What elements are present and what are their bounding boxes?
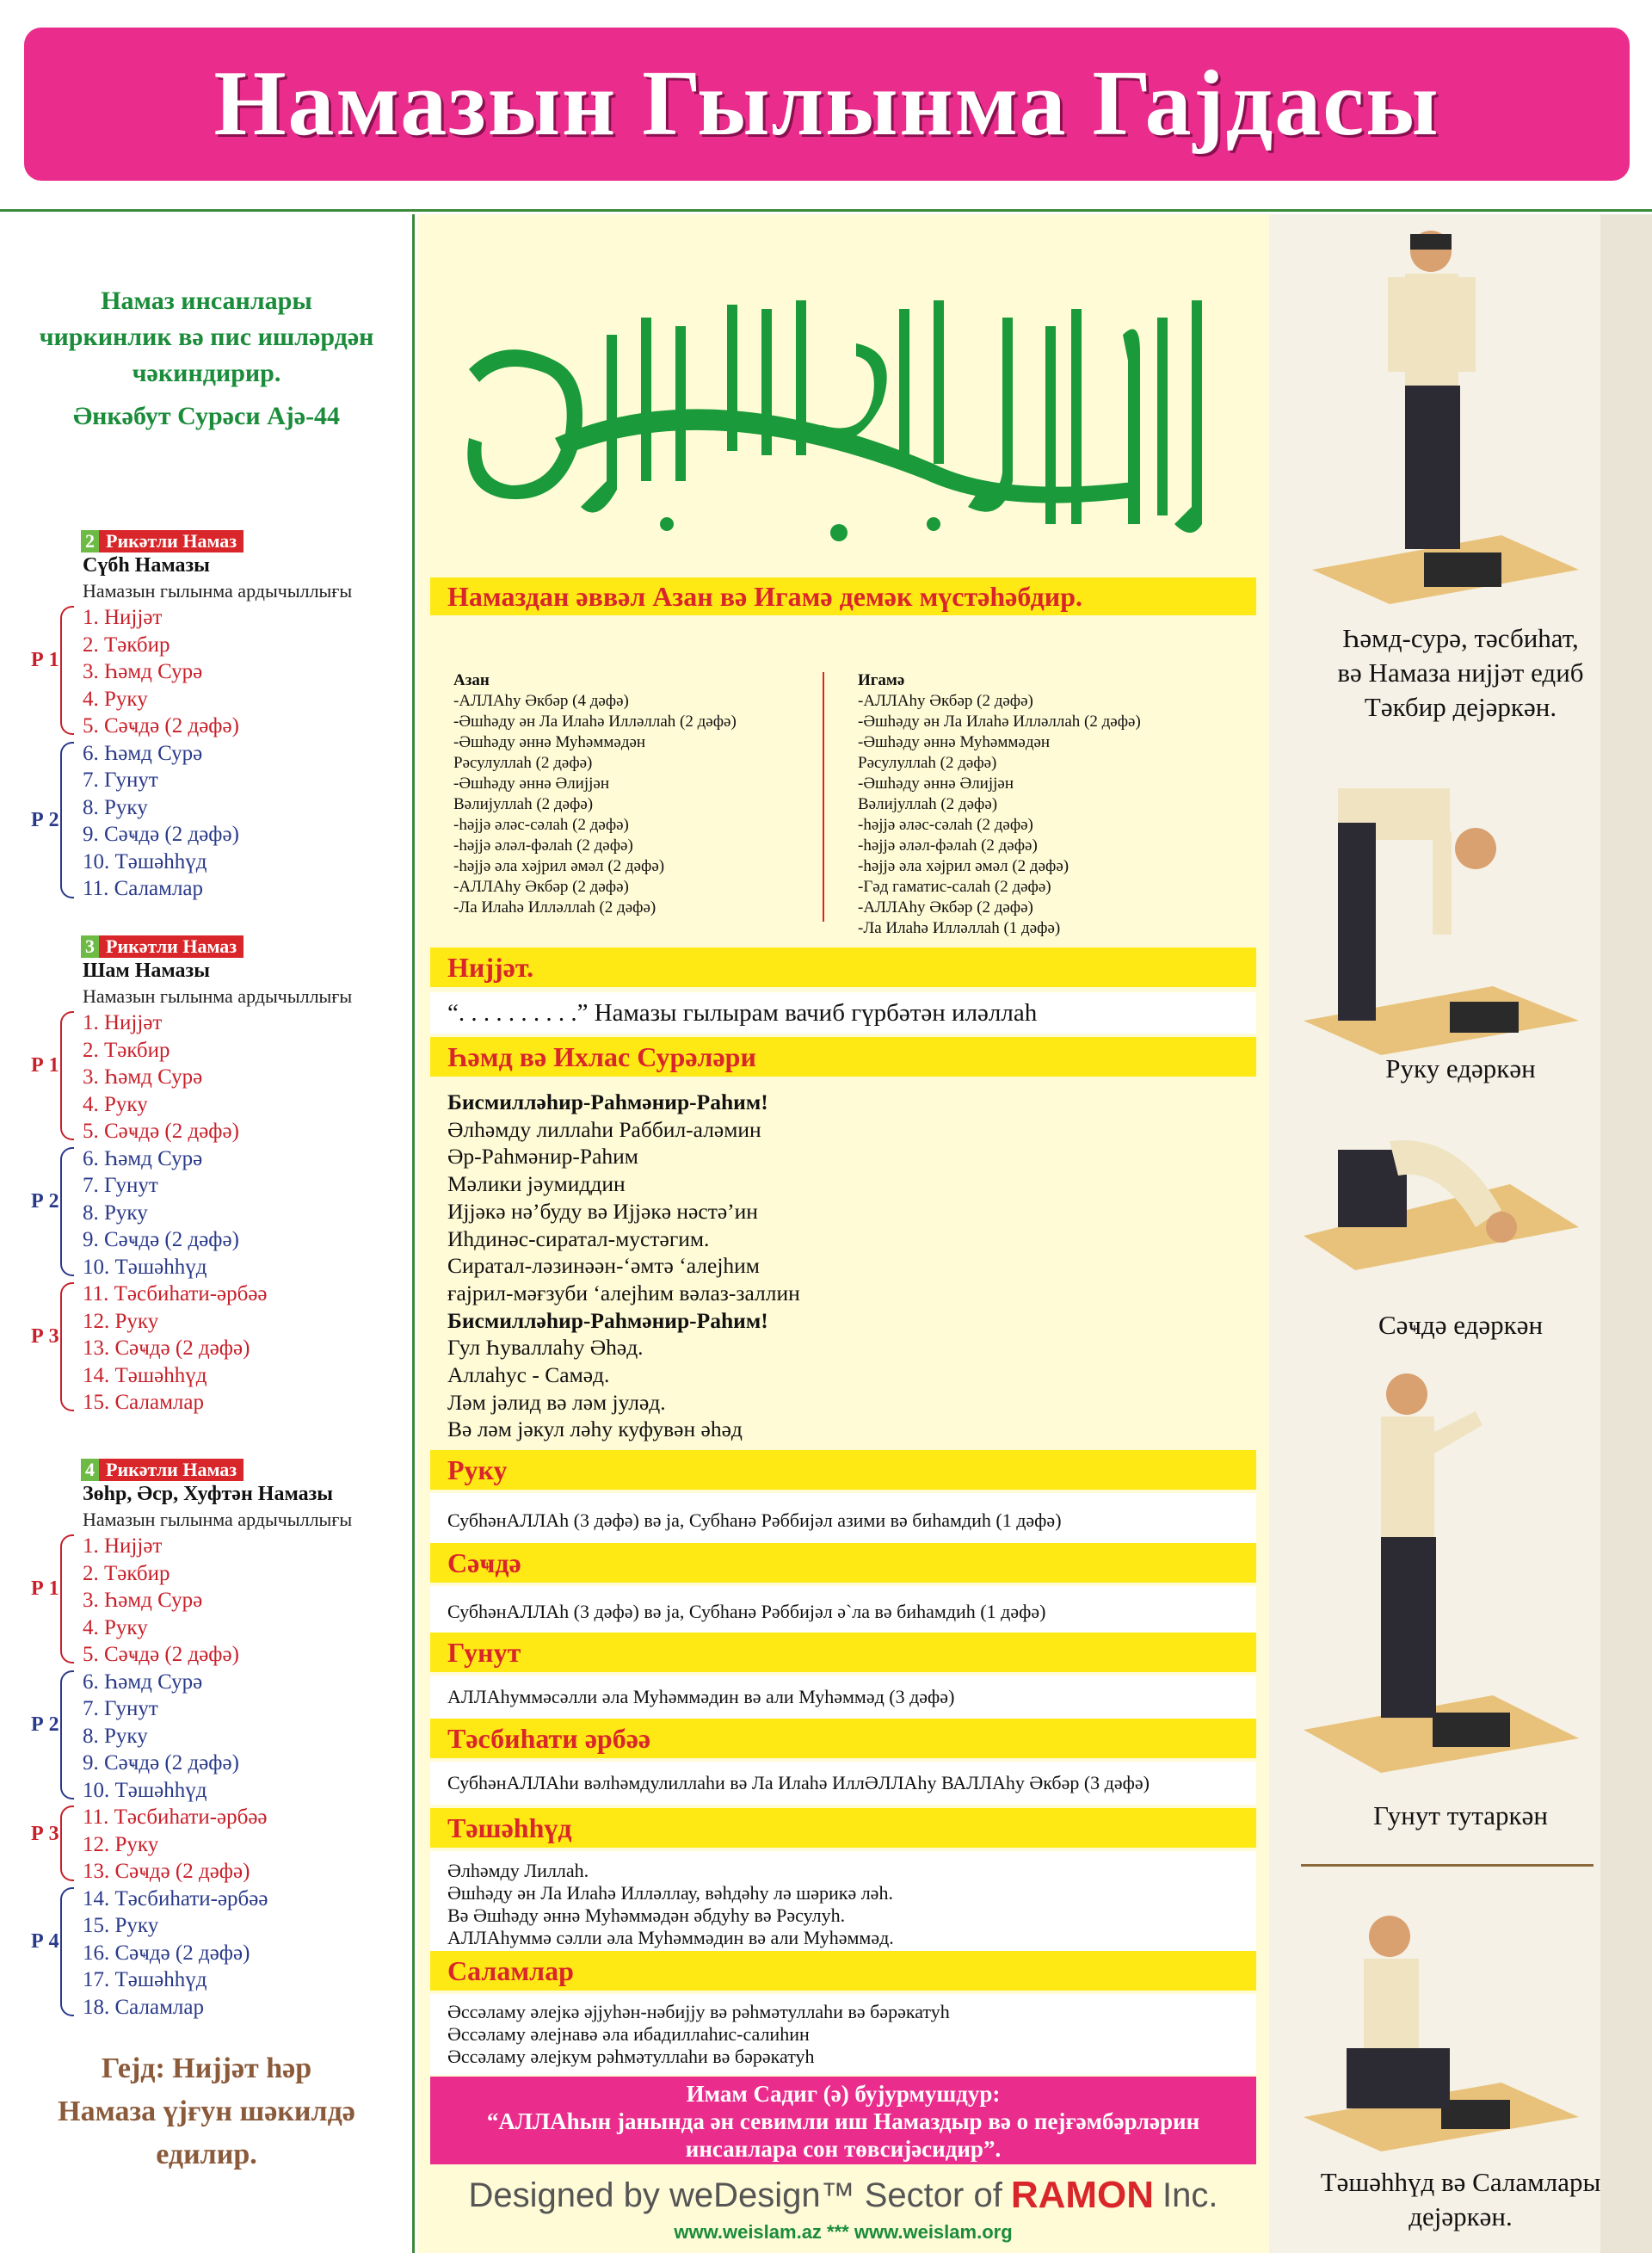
list-item: 13. Сәҹдә (2 дәфә) — [83, 1336, 250, 1360]
iqama-line: -Әшһәду ән Ла Илаһә Илләллаһ (2 дәфә) — [858, 713, 1141, 731]
azan-line: -Әшһәду ән Ла Илаһә Илләллаһ (2 дәфә) — [453, 713, 737, 731]
iqama-line: -Гәд гаматис-салаһ (2 дәфә) — [858, 878, 1051, 896]
shahada-calligraphy-icon — [452, 266, 1235, 559]
brace — [60, 1147, 74, 1276]
list-item: 11. Тәсбиһати-әрбәә — [83, 1805, 268, 1829]
hamd-surah — [447, 1089, 1248, 1443]
rakat-group — [0, 1669, 413, 1805]
surah-line: Гул Һуваллаһу Әһәд. — [447, 1335, 644, 1361]
rakat-badge — [81, 530, 243, 552]
caption-sajda — [1269, 1308, 1652, 1343]
rakat-label: Р 1 — [31, 1577, 59, 1600]
footnote — [17, 2047, 396, 2176]
prostrating-figure-icon — [1286, 1115, 1596, 1270]
middle-column — [417, 214, 1269, 2253]
qunut-figure-icon — [1286, 1368, 1596, 1773]
rakat-label: Р 3 — [31, 1325, 59, 1348]
list-item: 11. Саламлар — [83, 877, 204, 900]
footnote-line: Гејд: Нијјәт һәр — [101, 2052, 312, 2084]
website-links[interactable]: www.weislam.az *** www.weislam.org — [674, 2221, 1013, 2243]
qunut-text: АЛЛАһуммәсәлли әла Муһәммәдин вә али Муһәммәд (3 дәфә) — [430, 1676, 1256, 1719]
list-item: 1. Нијјәт — [83, 1011, 163, 1034]
surah-line: Ијјәкә нә’буду вә Ијјәкә нәстә’ин — [447, 1198, 758, 1224]
brace — [60, 1282, 74, 1411]
caption-line: Тәшәһһүд вә Саламлары — [1320, 2167, 1601, 2197]
brace — [60, 742, 74, 898]
brace — [60, 606, 74, 735]
list-item: 12. Руку — [83, 1309, 159, 1333]
rakat-group — [0, 1281, 413, 1417]
caption-line: вә Намаза нијјәт едиб — [1337, 657, 1584, 688]
quote-line: Намаз инсанлары — [101, 287, 312, 315]
caption-line: дејәркән. — [1409, 2201, 1513, 2231]
tashahhud-text — [430, 1851, 1256, 1954]
list-item: 10. Тәшәһһүд — [83, 1255, 207, 1279]
list-item: 3. Һәмд Сурә — [83, 1065, 203, 1089]
quote-line: чәкиндирир. — [132, 359, 281, 387]
hamd-heading: Һәмд вә Ихлас Сурәләри — [430, 1037, 1256, 1077]
tasbihat-heading: Тәсбиһати әрбәә — [430, 1719, 1256, 1758]
azan-line: -АЛЛАһу Әкбәр (4 дәфә) — [453, 692, 629, 710]
list-item: 9. Сәҹдә (2 дәфә) — [83, 823, 239, 846]
list-item: 3. Һәмд Сурә — [83, 1589, 203, 1612]
list-item: 6. Һәмд Сурә — [83, 1670, 203, 1694]
surah-line: Ләм јәлид вә ләм јуләд. — [447, 1389, 666, 1415]
iqama-line: -һәјјә әләс-сәлаһ (2 дәфә) — [858, 816, 1033, 834]
salam-line: Әссәламу әлејнавә әла ибадиллаһис-салиһин — [447, 2023, 810, 2045]
sequence-subtitle: Намазын гылынма ардычыллығы — [83, 580, 353, 602]
azan-title: Азан — [453, 671, 490, 689]
badge-number: 2 — [81, 530, 99, 552]
brace — [60, 1670, 74, 1799]
rakat-label: Р 1 — [31, 1054, 59, 1077]
right-divider — [1301, 1864, 1593, 1867]
caption-line: Руку едәркән — [1385, 1053, 1536, 1083]
surah-line: Бисмилләһир-Раһмәнир-Раһим! — [447, 1089, 768, 1114]
rakat-label: Р 4 — [31, 1929, 59, 1953]
salam-line: Әссәламу әлејкум рәһмәтуллаһи вә бәрәкатуһ — [447, 2046, 815, 2067]
list-item: 15. Руку — [83, 1914, 159, 1937]
imam-line: Имам Садиг (ә) бујурмушдур: — [686, 2081, 1001, 2107]
iqama-line: -Әшһәду әннә Әлијјән — [858, 775, 1014, 793]
rakat-group — [0, 1804, 413, 1886]
tashahhud-heading: Тәшәһһүд — [430, 1808, 1256, 1848]
badge-label: Рикәтли Намаз — [99, 1459, 243, 1481]
prayer-name: Зөһр, Әср, Хуфтән Намазы — [83, 1483, 334, 1505]
azan-line: Вәлијуллаһ (2 дәфә) — [453, 795, 594, 813]
caption-line: Гунут тутаркән — [1373, 1800, 1548, 1830]
section-3-rakat — [0, 935, 413, 1417]
iqama-line: Рәсулуллаһ (2 дәфә) — [858, 754, 997, 772]
tashahhud-line: Әшһәду ән Ла Илаһә Илләллау, вәһдәһу лә шәрикә ләһ. — [447, 1882, 893, 1904]
sequence-subtitle: Намазын гылынма ардычыллығы — [83, 1509, 353, 1530]
rakat-badge — [81, 935, 243, 958]
rakat-label: Р 3 — [31, 1823, 59, 1845]
list-item: 8. Руку — [83, 1201, 148, 1225]
list-item: 4. Руку — [83, 1092, 148, 1116]
rakat-label: Р 2 — [31, 1713, 59, 1736]
niyyat-heading: Нијјәт. — [430, 947, 1256, 987]
iqama-line: -һәјјә әла хәјрил әмәл (2 дәфә) — [858, 857, 1069, 875]
rakat-badge — [81, 1459, 243, 1481]
sitting-figure-icon — [1286, 1902, 1596, 2160]
list-item: 17. Тәшәһһүд — [83, 1968, 207, 1991]
quote — [17, 283, 396, 435]
list-item: 8. Руку — [83, 795, 148, 819]
tashahhud-line: Әлһәмду Лиллаһ. — [447, 1860, 589, 1881]
tashahhud-line: АЛЛАһуммә сәлли әла Муһәммәдин вә али Муһәммәд. — [447, 1927, 894, 1948]
caption-line: Һәмд-сурә, тәсбиһат, — [1342, 623, 1579, 653]
azan-line: -һәјјә әләс-сәлаһ (2 дәфә) — [453, 816, 629, 834]
rakat-label: Р 2 — [31, 808, 59, 831]
list-item: 2. Тәкбир — [83, 633, 170, 657]
salam-heading: Саламлар — [430, 1951, 1256, 1991]
section-2-rakat — [0, 530, 413, 903]
surah-line: Мәлики јәумиддин — [447, 1171, 626, 1197]
caption-ruku — [1269, 1052, 1652, 1086]
salam-line: Әссәламу әлејкә әјјуһән-нәбијју вә рәһмәтуллаһи вә бәрәкатуһ — [447, 2001, 950, 2022]
iqama-line: -АЛЛАһу Әкбәр (2 дәфә) — [858, 692, 1033, 710]
list-item: 6. Һәмд Сурә — [83, 741, 203, 765]
rakat-group — [0, 1886, 413, 2022]
sequence-subtitle: Намазын гылынма ардычыллығы — [83, 985, 353, 1007]
list-item: 7. Гунут — [83, 1174, 158, 1197]
iqama-line: -һәјјә әләл-фәлаһ (2 дәфә) — [858, 836, 1038, 855]
caption-standing — [1269, 621, 1652, 725]
list-item: 3. Һәмд Сурә — [83, 660, 203, 683]
brace — [60, 1805, 74, 1881]
brace — [60, 1011, 74, 1140]
rakat-group — [0, 1145, 413, 1281]
list-item: 4. Руку — [83, 1615, 148, 1639]
surah-line: ғајрил-мәғзуби ‘алејһим вәлаз-заллин — [447, 1280, 800, 1306]
list-item: 7. Гунут — [83, 768, 158, 792]
rakat-group — [0, 1533, 413, 1669]
list-item: 8. Руку — [83, 1724, 148, 1748]
brace — [60, 1534, 74, 1664]
rakat-group — [0, 604, 413, 740]
prayer-name: Сүбһ Намазы — [83, 554, 210, 577]
surah-line: Әлһәмду лиллаһи Раббил-аләмин — [447, 1116, 761, 1142]
list-item: 14. Тәшәһһүд — [83, 1363, 207, 1387]
iqama-line: Вәлијуллаһ (2 дәфә) — [858, 795, 998, 813]
azan-line: -АЛЛАһу Әкбәр (2 дәфә) — [453, 878, 629, 896]
bowing-figure-icon — [1286, 771, 1596, 1055]
azan-line: -Ла Илаһә Илләллаһ (2 дәфә) — [453, 898, 656, 917]
standing-figure-icon — [1286, 225, 1596, 604]
footnote-line: едилир. — [156, 2139, 257, 2170]
list-item: 15. Саламлар — [83, 1391, 204, 1414]
niyyat-text: “. . . . . . . . . .” Намазы гылырам вачиб гүрбәтән иләллаһ — [430, 992, 1256, 1034]
list-item: 14. Тәсбиһати-әрбәә — [83, 1886, 268, 1910]
designer-credit — [430, 2170, 1256, 2221]
list-item: 18. Саламлар — [83, 1995, 204, 2019]
badge-label: Рикәтли Намаз — [99, 935, 243, 958]
page-title: Намазын Гылынма Гајдасы — [213, 52, 1440, 155]
tasbihat-text: СубһәнАЛЛАһи вәлһәмдулиллаһи вә Ла Илаһә ИллӘЛЛАһу ВАЛЛАһу Әкбәр (3 дәфә) — [430, 1762, 1256, 1805]
list-item: 5. Сәҹдә (2 дәфә) — [83, 714, 239, 738]
right-strip — [1600, 214, 1652, 2253]
list-item: 9. Сәҹдә (2 дәфә) — [83, 1228, 239, 1251]
badge-number: 4 — [81, 1459, 99, 1481]
list-item: 4. Руку — [83, 687, 148, 711]
imam-line: “АЛЛАһын јанында ән севимли иш Намаздыр вә о пејғәмбәрләрин — [486, 2108, 1200, 2134]
list-item: 10. Тәшәһһүд — [83, 1778, 207, 1802]
header — [0, 0, 1652, 212]
list-item: 1. Нијјәт — [83, 1534, 163, 1558]
imam-line: инсанлара сон төвсијәсидир”. — [685, 2136, 1002, 2162]
azan-heading: Намаздан әввәл Азан вә Игамә демәк мүстәһәбдир. — [430, 577, 1256, 615]
list-item: 5. Сәҹдә (2 дәфә) — [83, 1120, 239, 1143]
list-item: 6. Һәмд Сурә — [83, 1146, 203, 1170]
rakat-label: Р 2 — [31, 1189, 59, 1213]
section-4-rakat — [0, 1459, 413, 2021]
caption-sitting — [1269, 2165, 1652, 2234]
rakat-group — [0, 1009, 413, 1145]
surah-line: Аллаһус - Самәд. — [447, 1362, 610, 1388]
quote-source: Әнкәбут Сурәси Ајә-44 — [72, 402, 341, 430]
qunut-heading: Гунут — [430, 1633, 1256, 1672]
list-item: 7. Гунут — [83, 1697, 158, 1720]
prayer-name: Шам Намазы — [83, 960, 210, 982]
azan-line: -һәјјә әла хәјрил әмәл (2 дәфә) — [453, 857, 665, 875]
azan-divider — [823, 672, 824, 922]
iqama-line: -АЛЛАһу Әкбәр (2 дәфә) — [858, 898, 1033, 917]
caption-qunut — [1269, 1799, 1652, 1833]
list-item: 11. Тәсбиһати-әрбәә — [83, 1282, 268, 1306]
salam-text — [430, 1994, 1256, 2075]
azan-line: -Әшһәду әннә Муһәммәдән — [453, 733, 646, 751]
credit-suffix: Inc. — [1162, 2176, 1218, 2214]
iqama-line: -Әшһәду әннә Муһәммәдән — [858, 733, 1051, 751]
quote-line: чиркинлик вә пис ишләрдән — [39, 323, 374, 351]
list-item: 5. Сәҹдә (2 дәфә) — [83, 1643, 239, 1666]
iqama-title: Игамә — [858, 671, 905, 689]
list-item: 16. Сәҹдә (2 дәфә) — [83, 1941, 250, 1965]
azan-line: -Әшһәду әннә Әлијјән — [453, 775, 610, 793]
surah-line: Вә ләм јәкул ләһу куфувән әһәд — [447, 1417, 743, 1442]
caption-line: Тәкбир дејәркән. — [1364, 692, 1557, 722]
surah-line: Бисмилләһир-Раһмәнир-Раһим! — [447, 1307, 768, 1333]
footnote-line: Намаза үјғун шәкилдә — [58, 2096, 355, 2127]
brand-logo: RAMON — [1010, 2174, 1155, 2216]
sajda-text: СубһәнАЛЛАһ (3 дәфә) вә ја, Субһанә Рәббијәл ә`ла вә биһамдиһ (1 дәфә) — [430, 1586, 1256, 1638]
title-banner — [24, 28, 1630, 181]
left-column — [0, 214, 415, 2253]
caption-line: Сәҹдә едәркән — [1378, 1310, 1544, 1340]
list-item: 9. Сәҹдә (2 дәфә) — [83, 1751, 239, 1775]
brace — [60, 1887, 74, 2016]
ruku-heading: Руку — [430, 1450, 1256, 1490]
azan-list — [453, 670, 737, 918]
rakat-label: Р 1 — [31, 649, 59, 671]
surah-line: Иһдинәс-сиратал-мустәгим. — [447, 1225, 710, 1251]
sajda-heading: Сәҹдә — [430, 1543, 1256, 1583]
surah-line: Әр-Раһмәнир-Раһим — [447, 1144, 638, 1170]
list-item: 1. Нијјәт — [83, 606, 163, 629]
iqama-line: -Ла Илаһә Илләллаһ (1 дәфә) — [858, 919, 1061, 937]
tashahhud-line: Вә Әшһәду әннә Муһәммәдән әбдуһу вә Рәсулуһ. — [447, 1904, 846, 1926]
list-item: 13. Сәҹдә (2 дәфә) — [83, 1860, 250, 1883]
badge-label: Рикәтли Намаз — [99, 530, 243, 552]
iqama-list — [858, 670, 1141, 939]
badge-number: 3 — [81, 935, 99, 958]
azan-line: Рәсулуллаһ (2 дәфә) — [453, 754, 593, 772]
list-item: 2. Тәкбир — [83, 1038, 170, 1062]
ruku-text: СубһәнАЛЛАһ (3 дәфә) вә ја, Субһанә Рәббијәл азими вә биһамдиһ (1 дәфә) — [430, 1493, 1256, 1548]
azan-line: -һәјјә әләл-фәлаһ (2 дәфә) — [453, 836, 633, 855]
list-item: 2. Тәкбир — [83, 1561, 170, 1585]
imam-quote — [430, 2077, 1256, 2164]
credit-text: Designed by weDesign™ Sector of — [468, 2176, 1002, 2214]
surah-line: Сиратал-ләзинәән-‘әмтә ‘алејһим — [447, 1253, 760, 1279]
list-item: 10. Тәшәһһүд — [83, 849, 207, 873]
list-item: 12. Руку — [83, 1832, 159, 1856]
rakat-group — [0, 740, 413, 903]
